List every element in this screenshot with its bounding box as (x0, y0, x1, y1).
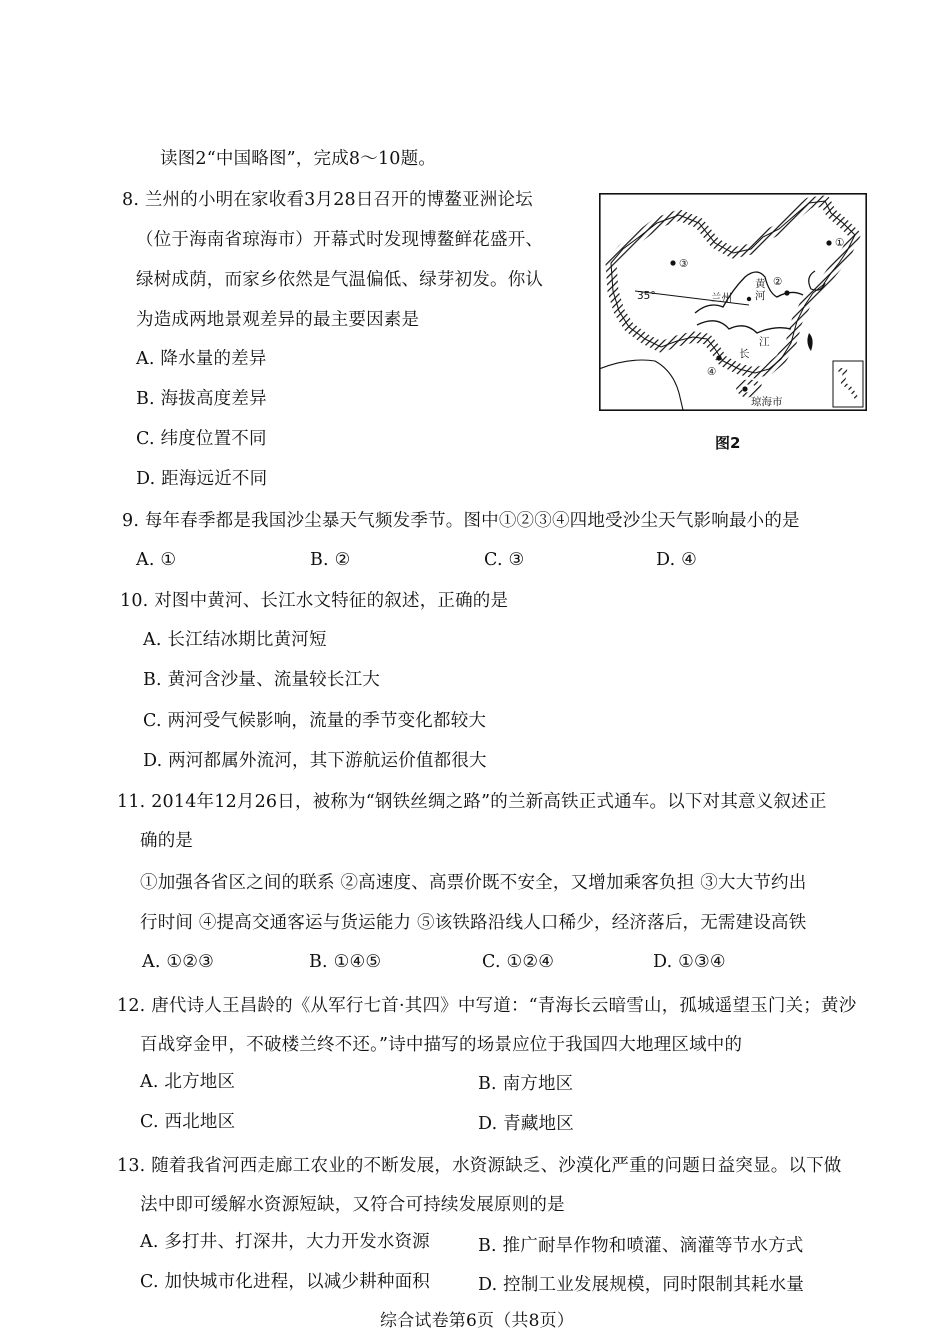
page-footer: 综合试卷第6页（共8页） (380, 1311, 575, 1331)
q8-stem-line-4: 为造成两地景观差异的最主要因素是 (136, 310, 420, 330)
point-3-marker (670, 260, 675, 265)
q11-option-b: B. ①④⑤ (309, 952, 382, 972)
q12-stem-line-1: 12. 唐代诗人王昌龄的《从军行七首·其四》中写道：“青海长云暗雪山，孤城遥望玉门关；黄沙 (117, 996, 857, 1016)
q12-option-d: D. 青藏地区 (478, 1114, 574, 1134)
q12-option-c: C. 西北地区 (140, 1112, 236, 1132)
q10-stem: 10. 对图中黄河、长江水文特征的叙述，正确的是 (120, 591, 509, 611)
qionghai-marker (742, 386, 747, 391)
q9-option-c: C. ③ (484, 550, 525, 570)
label-he: 河 (755, 290, 766, 302)
q9-stem: 9. 每年春季都是我国沙尘暴天气频发季节。图中①②③④四地受沙尘天气影响最小的是 (122, 511, 800, 531)
q11-stem-line-2: 确的是 (140, 831, 194, 851)
q8-option-c: C. 纬度位置不同 (136, 429, 267, 449)
q13-option-b: B. 推广耐旱作物和喷灌、滴灌等节水方式 (478, 1236, 804, 1256)
point-2-marker (784, 290, 789, 295)
label-point-4: ④ (707, 366, 717, 378)
q10-option-a: A. 长江结冰期比黄河短 (143, 630, 327, 650)
q11-option-a: A. ①②③ (142, 952, 215, 972)
q10-option-d: D. 两河都属外流河，其下游航运价值都很大 (143, 751, 487, 771)
q12-option-b: B. 南方地区 (478, 1074, 574, 1094)
label-lanzhou: 兰州 (711, 292, 732, 304)
q10-option-c: C. 两河受气候影响，流量的季节变化都较大 (143, 711, 487, 731)
q11-option-c: C. ①②④ (482, 952, 555, 972)
q8-option-d: D. 距海远近不同 (136, 469, 268, 489)
label-chang: 长 (739, 348, 750, 360)
q12-stem-line-2: 百战穿金甲，不破楼兰终不还。”诗中描写的场景应位于我国四大地理区域中的 (140, 1035, 743, 1055)
q11-statements-line-2: 行时间 ④提高交通客运与货运能力 ⑤该铁路沿线人口稀少，经济落后，无需建设高铁 (140, 913, 807, 933)
q8-stem-line-2: （位于海南省琼海市）开幕式时发现博鳌鲜花盛开、 (136, 230, 544, 250)
q11-statements-line-1: ①加强各省区之间的联系 ②高速度、高票价既不安全，又增加乘客负担 ③大大节约出 (140, 873, 807, 893)
q13-option-a: A. 多打井、打深井，大力开发水资源 (140, 1232, 430, 1252)
label-qionghai: 琼海市 (751, 396, 783, 408)
lanzhou-marker (747, 297, 751, 301)
q8-option-b: B. 海拔高度差异 (136, 389, 267, 409)
q13-stem-line-1: 13. 随着我省河西走廊工农业的不断发展，水资源缺乏、沙漠化严重的问题日益突显。以下做 (117, 1156, 842, 1176)
label-point-2: ② (773, 276, 783, 288)
q9-option-d: D. ④ (656, 550, 698, 570)
q8-stem-line-3: 绿树成荫，而家乡依然是气温偏低、绿芽初发。你认 (136, 270, 544, 290)
figure-caption: 图2 (715, 434, 741, 452)
label-latitude: 35° (637, 290, 656, 302)
q8-stem-line-1: 8. 兰州的小明在家收看3月28日召开的博鳌亚洲论坛 (122, 190, 533, 210)
label-huang: 黄 (755, 278, 766, 290)
label-point-3: ③ (679, 258, 689, 270)
china-sketch-map (599, 193, 867, 411)
label-jiang: 江 (759, 336, 770, 348)
label-point-1: ① (835, 237, 845, 249)
q10-option-b: B. 黄河含沙量、流量较长江大 (143, 670, 380, 690)
q13-option-d: D. 控制工业发展规模，同时限制其耗水量 (478, 1275, 805, 1295)
q11-stem-line-1: 11. 2014年12月26日，被称为“钢铁丝绸之路”的兰新高铁正式通车。以下对其意义叙述正 (117, 792, 827, 812)
point-4-marker (716, 355, 721, 360)
point-1-marker (826, 240, 831, 245)
hainan-island (739, 382, 759, 395)
q8-option-a: A. 降水量的差异 (136, 349, 267, 369)
q13-option-c: C. 加快城市化进程，以减少耕种面积 (140, 1272, 430, 1292)
q13-stem-line-2: 法中即可缓解水资源短缺，又符合可持续发展原则的是 (140, 1195, 565, 1215)
reading-instruction: 读图2“中国略图”，完成8～10题。 (160, 149, 437, 169)
q9-option-b: B. ② (310, 550, 351, 570)
q11-option-d: D. ①③④ (653, 952, 726, 972)
q12-option-a: A. 北方地区 (140, 1072, 236, 1092)
q9-option-a: A. ① (136, 550, 177, 570)
